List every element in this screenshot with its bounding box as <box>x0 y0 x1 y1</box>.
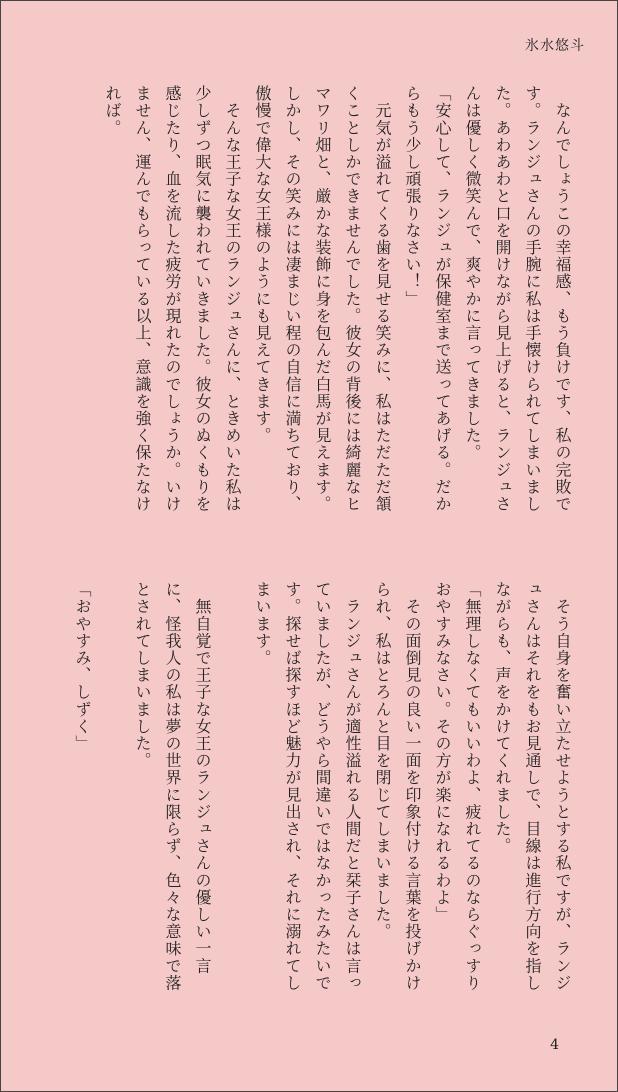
upper-text-block <box>57 85 577 517</box>
paragraph: その面倒見の良い一面を印象付ける言葉を投げかけられ、私はとろんと目を閉じてしまいました。 <box>373 581 422 992</box>
paragraph: そんな王子な女王のランジュさんに、ときめいた私は少しずつ眠気に襲われていきました。彼女のぬくもりを感じたり、血を流した疲労が現れたのでしょうか。いけません、運んでもらっている以上、意識を強く保たなければ。 <box>103 85 242 513</box>
paragraph: なんでしょうこの幸福感、もう負けです、私の完敗です。ランジュさんの手腕に私は手懐けられてしまいました。あわあわと口を開けながら見上げると、ランジュさんは優しく微笑んで、爽やかに言ってきました。 <box>463 85 572 513</box>
paragraph: そう自身を奮い立たせようとする私ですが、ランジュさんはそれをもお見通しで、目線は進行方向を指しながらも、声をかけてくれました。 <box>493 581 572 992</box>
paragraph: 「安心して、ランジュが保健室まで送ってあげる。だからもう少し頑張りなさい！」 <box>403 85 452 513</box>
paragraph: ランジュさんが適性溢れる人間だと栞子さんは言っていましたが、どうやら間違いではなかったみたいです。探せば探すほど魅力が見出され、それに溺れてしまいます。 <box>253 581 362 992</box>
page-number: 4 <box>550 1037 559 1053</box>
paragraph: 元気が溢れてくる歯を見せる笑みに、私はただただ頷くことしかできませんでした。彼女の背後には綺麗なヒマワリ畑と、厳かな装飾に身を包んだ白馬が見えます。しかし、その笑みには凄まじい程の自信に満ちており、傲慢で偉大な女王様のようにも見えてきます。 <box>253 85 392 513</box>
paragraph: 「おやすみ、しずく」 <box>73 581 92 752</box>
paragraph: 無自覚で王子な女王のランジュさんの優しい一言に、怪我人の私は夢の世界に限らず、色々な意味で落とされてしまいました。 <box>133 581 212 992</box>
author-name: 氷水悠斗 <box>525 38 585 54</box>
paragraph: 「無理しなくてもいいわよ、疲れてるのならぐっすりおやすみなさい。その方が楽になれるわよ」 <box>433 581 482 992</box>
lower-text-block <box>57 581 577 1001</box>
